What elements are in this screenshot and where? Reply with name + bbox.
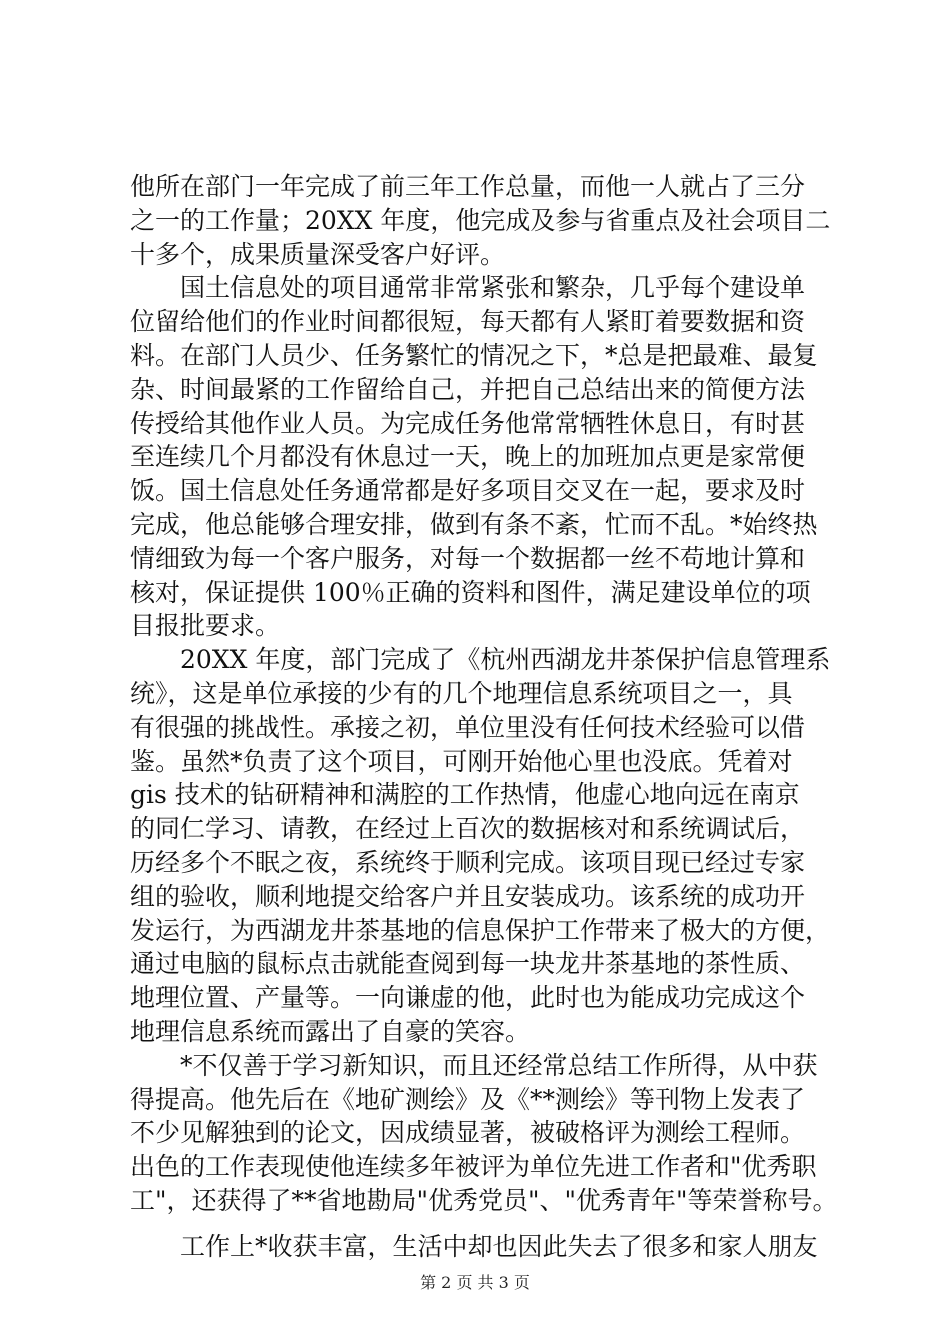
- text-line: 目报批要求。: [130, 611, 281, 641]
- text-line: 统》，这是单位承接的少有的几个地理信息系统项目之一，具: [130, 678, 793, 708]
- text-line: 有很强的挑战性。承接之初，单位里没有任何技术经验可以借: [130, 712, 806, 742]
- text-line: 至连续几个月都没有休息过一天，晚上的加班加点更是家常便: [130, 442, 806, 472]
- paragraph-gap: [130, 1218, 850, 1230]
- paragraph-start-line: 国土信息处的项目通常非常紧张和繁杂，几乎每个建设单: [180, 273, 806, 303]
- text-line: 历经多个不眠之夜，系统终于顺利完成。该项目现已经过专家: [130, 847, 806, 877]
- text-line: 通过电脑的鼠标点击就能查阅到每一块龙井茶基地的茶性质、: [130, 949, 806, 979]
- text-line: 完成，他总能够合理安排，做到有条不紊，忙而不乱。*始终热: [130, 509, 818, 539]
- page-number-footer: 第 2 页 共 3 页: [420, 1273, 530, 1292]
- text-line: 的同仁学习、请教，在经过上百次的数据核对和系统调试后，: [130, 814, 806, 844]
- text-line: 情细致为每一个客户服务，对每一个数据都一丝不苟地计算和: [130, 543, 806, 573]
- paragraph-start-line: 20XX 年度，部门完成了《杭州西湖龙井茶保护信息管理系: [180, 645, 831, 675]
- paragraph-start-line: 工作上*收获丰富，生活中却也因此失去了很多和家人朋友: [180, 1231, 818, 1261]
- text-line: 十多个，成果质量深受客户好评。: [130, 239, 506, 269]
- text-line: 不少见解独到的论文，因成绩显著，被破格评为测绘工程师。: [130, 1118, 806, 1148]
- text-line: 料。在部门人员少、任务繁忙的情况之下，*总是把最难、最复: [130, 340, 818, 370]
- text-line: 鉴。虽然*负责了这个项目，可刚开始他心里也没底。凭着对: [130, 746, 793, 776]
- text-line: 传授给其他作业人员。为完成任务他常常牺牲休息日，有时甚: [130, 408, 806, 438]
- text-line: 他所在部门一年完成了前三年工作总量，而他一人就占了三分: [130, 172, 806, 201]
- text-line: 组的验收，顺利地提交给客户并且安装成功。该系统的成功开: [130, 881, 806, 911]
- text-line: 出色的工作表现使他连续多年被评为单位先进工作者和"优秀职: [130, 1152, 817, 1182]
- text-line: 发运行，为西湖龙井茶基地的信息保护工作带来了极大的方便，: [130, 915, 831, 945]
- text-line: 之一的工作量；20XX 年度，他完成及参与省重点及社会项目二: [130, 205, 831, 235]
- text-line: 工"，还获得了**省地勘局"优秀党员"、"优秀青年"等荣誉称号。: [130, 1185, 838, 1215]
- text-line: 位留给他们的作业时间都很短，每天都有人紧盯着要数据和资: [130, 307, 806, 337]
- text-line: 地理位置、产量等。一向谦虚的他，此时也为能成功完成这个: [130, 983, 806, 1013]
- document-body: [130, 170, 850, 1264]
- text-line: 地理信息系统而露出了自豪的笑容。: [130, 1016, 531, 1046]
- paragraph-start-line: *不仅善于学习新知识，而且还经常总结工作所得，从中获: [180, 1050, 818, 1080]
- text-line: 核对，保证提供 100％正确的资料和图件，满足建设单位的项: [130, 577, 811, 607]
- text-line: 杂、时间最紧的工作留给自己，并把自己总结出来的简便方法: [130, 374, 806, 404]
- text-line: gis 技术的钻研精神和满腔的工作热情，他虚心地向远在南京: [130, 780, 800, 810]
- text-line: 饭。国土信息处任务通常都是好多项目交叉在一起，要求及时: [130, 476, 806, 506]
- text-line: 得提高。他先后在《地矿测绘》及《**测绘》等刊物上发表了: [130, 1084, 806, 1114]
